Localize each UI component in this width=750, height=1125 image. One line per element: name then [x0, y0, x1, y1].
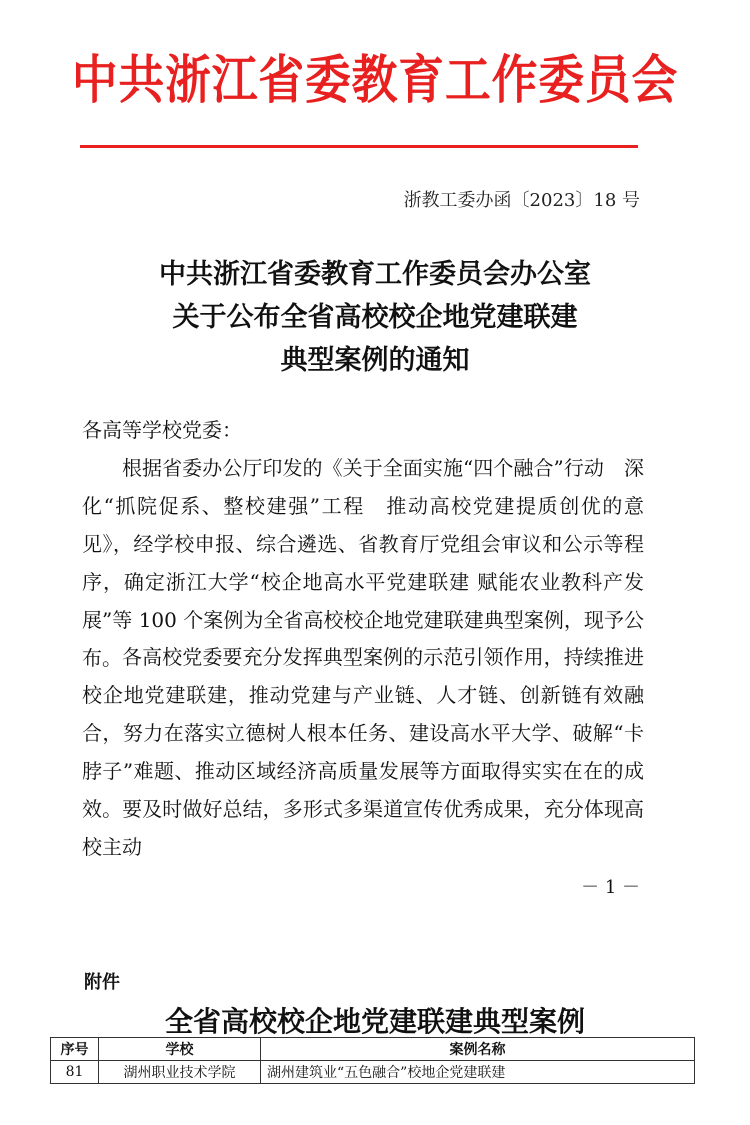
document-title-line-3: 典型案例的通知 [280, 345, 470, 376]
body-paragraph-1: 根据省委办公厅印发的《关于全面实施“四个融合”行动 深化“抓院促系、整校建强”工程 推动高校党建提质创优的意见》，经学校申报、综合遴选、省教育厅党组会审议和公示等程序，确定浙江大学“校企地高水平党建联建 赋能农业教科产发展”等 100 个案例为全省高校校企地党建联建典型案例，现予公布。 [82, 456, 644, 670]
red-header-divider [80, 145, 638, 148]
table-row [51, 1061, 695, 1084]
column-header-case-name: 案例名称 [261, 1038, 695, 1061]
page-number: － 1 － [581, 877, 640, 898]
row-school: 湖州职业技术学院 [99, 1061, 261, 1084]
document-number: 浙教工委办函〔2023〕18 号 [403, 190, 640, 211]
column-header-school: 学校 [99, 1038, 261, 1061]
issuing-organization-header: 中共浙江省委教育工作委员会 [71, 50, 679, 111]
document-title-line-1: 中共浙江省委教育工作委员会办公室 [159, 259, 591, 290]
salutation: 各高等学校党委： [82, 418, 242, 442]
column-header-number: 序号 [51, 1038, 99, 1061]
row-number: 81 [51, 1061, 99, 1084]
cases-table [50, 1037, 695, 1084]
attachment-title: 全省高校校企地党建联建典型案例 [164, 1005, 585, 1038]
table-header-row [51, 1038, 695, 1061]
body-paragraph-2: 各高校党委要充分发挥典型案例的示范引领作用，持续推进校企地党建联建，推动党建与产业链、人才链、创新链有效融合，努力在落实立德树人根本任务、建设高水平大学、破解“卡脖子”难题、推动区域经济高质量发展等方面取得实实在在的成效。要及时做好总结，多形式多渠道宣传优秀成果，充分体现高校主动 [82, 645, 644, 859]
attachment-label: 附件 [84, 972, 120, 993]
row-case-name: 湖州建筑业“五色融合”校地企党建联建 [261, 1061, 695, 1084]
document-title-line-2: 关于公布全省高校校企地党建联建 [172, 302, 578, 333]
